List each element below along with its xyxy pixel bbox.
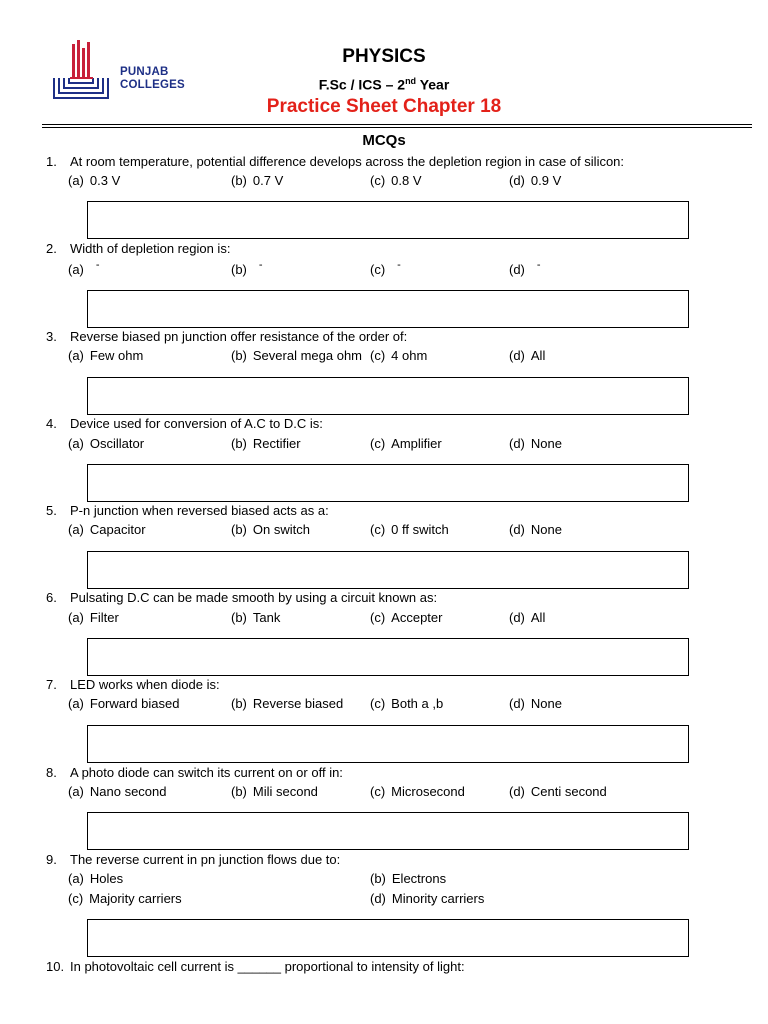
question-number: 3. <box>46 329 57 344</box>
option-label: (d) <box>509 262 525 277</box>
option-text: Few ohm <box>89 348 144 363</box>
class-line <box>0 76 768 93</box>
option-d <box>509 522 562 537</box>
option-text: - <box>536 259 541 271</box>
option-b <box>231 522 310 537</box>
option-label: (b) <box>231 696 247 711</box>
option-b <box>231 259 263 277</box>
option-text: Oscillator <box>89 436 145 451</box>
option-text: Both a ,b <box>391 696 444 711</box>
option-label: (c) <box>370 522 386 537</box>
option-text: Amplifier <box>391 436 442 451</box>
option-text: None <box>530 522 562 537</box>
option-text: Filter <box>89 610 119 625</box>
option-label: (a) <box>68 348 84 363</box>
option-label: (b) <box>231 262 247 277</box>
option-label: (d) <box>370 891 386 906</box>
option-text: Accepter <box>391 610 443 625</box>
question-text: P-n junction when reversed biased acts as a: <box>70 503 329 518</box>
option-text: Rectifier <box>252 436 301 451</box>
option-text: All <box>530 348 546 363</box>
option-label: (a) <box>68 871 84 886</box>
option-label: (b) <box>231 436 247 451</box>
option-c <box>370 348 427 363</box>
option-text: Forward biased <box>89 696 180 711</box>
question-text: A photo diode can switch its current on or off in: <box>70 765 343 780</box>
option-b <box>231 173 283 188</box>
option-text: Several mega ohm <box>252 348 363 363</box>
option-label: (d) <box>509 436 525 451</box>
option-text: Tank <box>252 610 281 625</box>
option-text: All <box>530 610 546 625</box>
option-b <box>370 871 446 886</box>
option-a <box>68 436 144 451</box>
option-label: (d) <box>509 696 525 711</box>
answer-box[interactable] <box>87 812 689 850</box>
option-label: (d) <box>509 610 525 625</box>
option-text: Mili second <box>252 784 318 799</box>
option-label: (b) <box>231 348 247 363</box>
question-number: 4. <box>46 416 57 431</box>
question-text: Pulsating D.C can be made smooth by using a circuit known as: <box>70 590 438 605</box>
option-a <box>68 871 123 886</box>
logo-text-line1: PUNJAB <box>120 66 169 78</box>
question-number: 9. <box>46 852 57 867</box>
option-a <box>68 348 143 363</box>
answer-box[interactable] <box>87 919 689 957</box>
option-label: (c) <box>370 610 386 625</box>
option-text: 0.7 V <box>252 173 284 188</box>
option-label: (d) <box>509 784 525 799</box>
option-a <box>68 522 146 537</box>
answer-box[interactable] <box>87 551 689 589</box>
question-number: 10. <box>46 959 65 974</box>
question-text: At room temperature, potential difference develops across the depletion region in case of silicon: <box>70 154 625 169</box>
question-text: Device used for conversion of A.C to D.C is: <box>70 416 323 431</box>
question-text: In photovoltaic cell current is ______ proportional to intensity of light: <box>70 959 465 974</box>
question-text: Reverse biased pn junction offer resistance of the order of: <box>70 329 408 344</box>
option-text: 0.9 V <box>530 173 562 188</box>
option-a <box>68 259 100 277</box>
option-text: Majority carriers <box>89 891 182 906</box>
option-label: (c) <box>370 784 386 799</box>
option-text: Microsecond <box>391 784 465 799</box>
option-a <box>68 173 120 188</box>
question-number: 7. <box>46 677 57 692</box>
option-label: (a) <box>68 262 84 277</box>
question-text: Width of depletion region is: <box>70 241 231 256</box>
option-text: Centi second <box>530 784 607 799</box>
option-d <box>370 891 484 906</box>
answer-box[interactable] <box>87 638 689 676</box>
option-label: (d) <box>509 348 525 363</box>
option-c <box>370 436 442 451</box>
subject-title: PHYSICS <box>342 46 426 67</box>
option-b <box>231 348 362 363</box>
option-label: (c) <box>370 262 386 277</box>
option-text: Reverse biased <box>252 696 344 711</box>
question-text: The reverse current in pn junction flows due to: <box>70 852 341 867</box>
option-c <box>370 696 443 711</box>
option-text: None <box>530 696 562 711</box>
option-label: (c) <box>370 436 386 451</box>
option-c <box>370 259 401 277</box>
option-label: (d) <box>509 173 525 188</box>
option-label: (a) <box>68 784 84 799</box>
option-c <box>370 610 442 625</box>
option-label: (b) <box>231 522 247 537</box>
option-c <box>370 173 422 188</box>
answer-box[interactable] <box>87 290 689 328</box>
option-b <box>231 784 318 799</box>
header-divider <box>42 127 752 128</box>
option-label: (c) <box>370 173 386 188</box>
option-d <box>509 784 607 799</box>
option-a <box>68 610 119 625</box>
option-text: 0.8 V <box>391 173 422 188</box>
option-label: (b) <box>231 610 247 625</box>
question-text: LED works when diode is: <box>70 677 220 692</box>
option-d <box>509 610 545 625</box>
option-text: - <box>397 259 401 271</box>
question-number: 6. <box>46 590 57 605</box>
option-text: Capacitor <box>89 522 146 537</box>
section-title: MCQs <box>362 132 406 149</box>
class-sup: nd <box>405 76 417 86</box>
option-d <box>509 696 562 711</box>
answer-box[interactable] <box>87 201 689 239</box>
option-label: (b) <box>231 173 247 188</box>
class-end: Year <box>416 76 450 93</box>
option-label: (d) <box>509 522 525 537</box>
question-number: 2. <box>46 241 57 256</box>
option-label: (a) <box>68 610 84 625</box>
option-d <box>509 436 562 451</box>
option-b <box>231 696 343 711</box>
question-number: 5. <box>46 503 57 518</box>
option-a <box>68 784 167 799</box>
option-label: (b) <box>231 784 247 799</box>
option-label: (a) <box>68 173 84 188</box>
option-text: Holes <box>89 871 124 886</box>
option-c <box>68 891 182 906</box>
option-label: (a) <box>68 522 84 537</box>
option-label: (a) <box>68 696 84 711</box>
option-text: 0.3 V <box>89 173 121 188</box>
option-d <box>509 259 541 277</box>
option-label: (c) <box>370 348 386 363</box>
option-c <box>370 522 449 537</box>
option-text: Minority carriers <box>391 891 485 906</box>
option-text: - <box>95 259 100 271</box>
option-text: 4 ohm <box>391 348 428 363</box>
option-text: Nano second <box>89 784 167 799</box>
class-main: F.Sc / ICS – 2 <box>318 76 406 93</box>
option-label: (c) <box>68 891 84 906</box>
option-text: - <box>258 259 263 271</box>
logo-text-line2: COLLEGES <box>120 79 185 91</box>
option-d <box>509 173 561 188</box>
option-label: (c) <box>370 696 386 711</box>
option-b <box>231 610 280 625</box>
option-text: None <box>530 436 562 451</box>
option-b <box>231 436 301 451</box>
option-d <box>509 348 545 363</box>
sheet-title: Practice Sheet Chapter 18 <box>266 96 502 117</box>
option-text: On switch <box>252 522 310 537</box>
option-text: 0 ff switch <box>391 522 449 537</box>
option-label: (a) <box>68 436 84 451</box>
option-label: (b) <box>370 871 386 886</box>
option-text: Electrons <box>391 871 447 886</box>
answer-box[interactable] <box>87 464 689 502</box>
header-divider <box>42 124 752 125</box>
answer-box[interactable] <box>87 725 689 763</box>
option-c <box>370 784 465 799</box>
answer-box[interactable] <box>87 377 689 415</box>
question-number: 8. <box>46 765 57 780</box>
option-a <box>68 696 180 711</box>
question-number: 1. <box>46 154 57 169</box>
